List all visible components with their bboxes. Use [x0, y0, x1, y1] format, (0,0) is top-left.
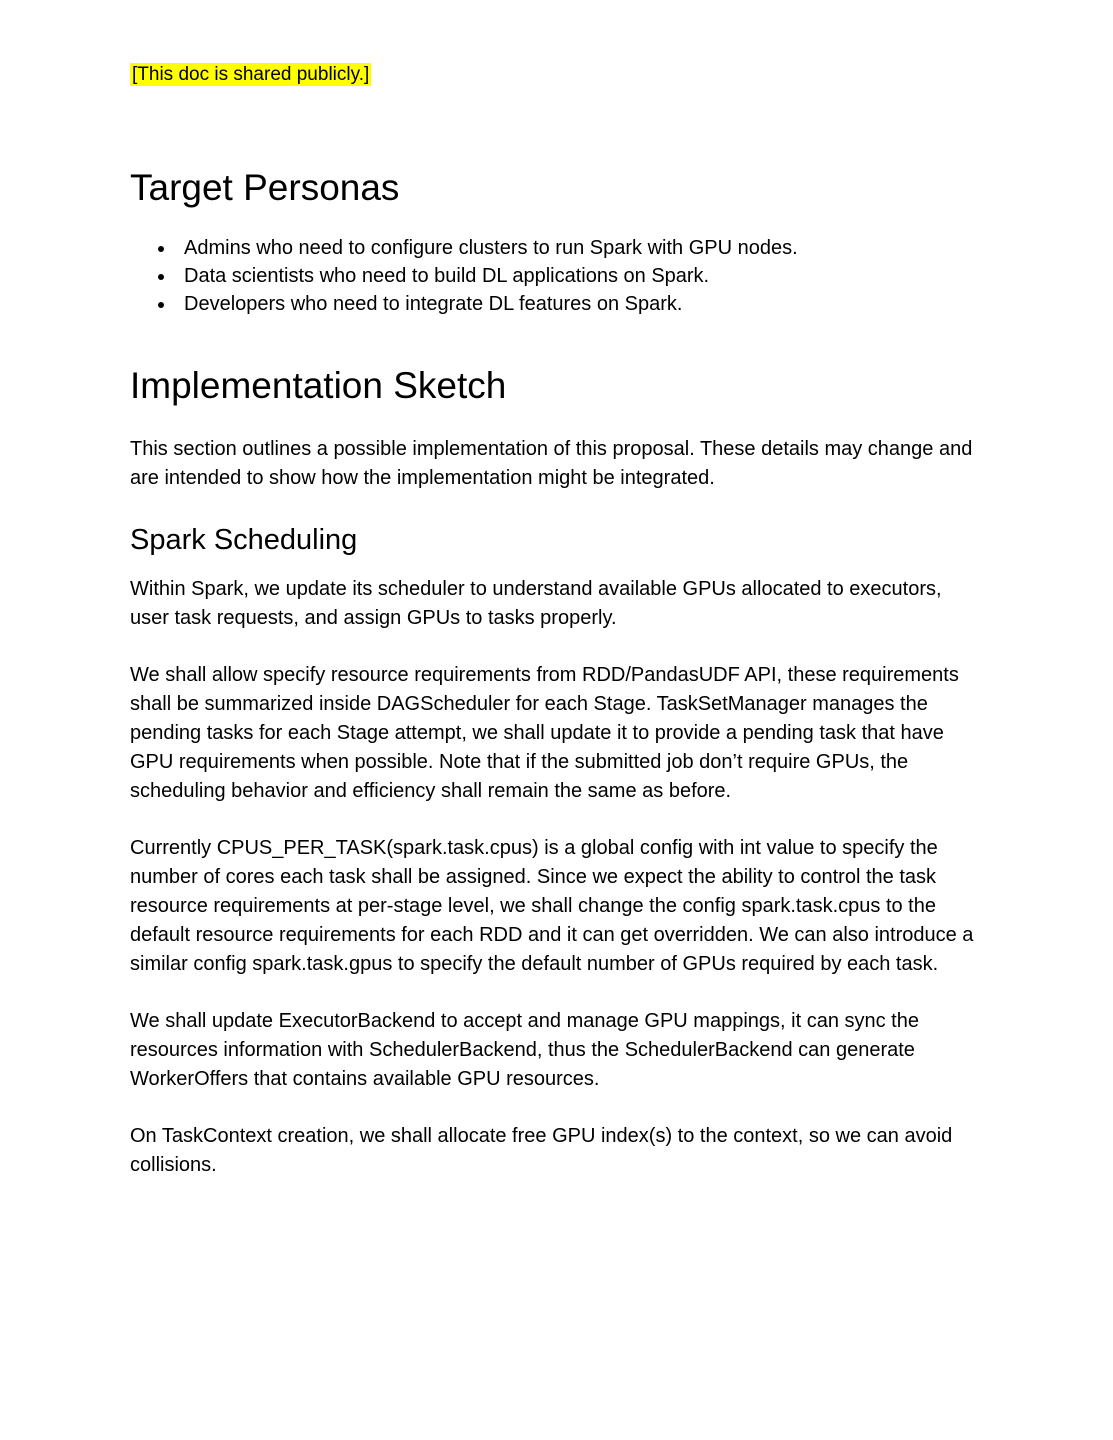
- list-item-data-scientists: • Data scientists who need to build DL applications on Spark.: [176, 262, 983, 290]
- paragraph-scheduler-overview: Within Spark, we update its scheduler to understand available GPUs allocated to executors, user task requests, and assign GPUs to tasks properly.: [130, 577, 942, 629]
- paragraph-taskcontext-creation: On TaskContext creation, we shall allocate free GPU index(s) to the context, so we can avoid collisions.: [130, 1124, 953, 1176]
- list-item-developers: • Developers who need to integrate DL features on Spark.: [176, 290, 983, 318]
- paragraph-implementation-intro: This section outlines a possible implementation of this proposal. These details may change and are intended to show how the implementation might be integrated.: [130, 437, 973, 489]
- list-item-admins: • Admins who need to configure clusters to run Spark with GPU nodes.: [176, 234, 983, 262]
- heading-target-personas: Target Personas: [130, 167, 400, 208]
- public-share-notice-text: [This doc is shared publicly.]: [132, 64, 370, 85]
- heading-spark-scheduling: Spark Scheduling: [130, 523, 358, 556]
- public-share-notice: [130, 62, 983, 88]
- paragraph-cpus-per-task-config: Currently CPUS_PER_TASK(spark.task.cpus) is a global config with int value to specify the number of cores each task shall be assigned. Since we expect the ability to control the task resource requirements at per-stage level, we shall change the config spark.task.cpus to the default resource requirements for each RDD and it can get overridden. We can also introduce a similar config spark.task.gpus to specify the default number of GPUs required by each task.: [130, 836, 974, 975]
- heading-implementation-sketch: Implementation Sketch: [130, 365, 507, 407]
- paragraph-resource-requirements: We shall allow specify resource requirements from RDD/PandasUDF API, these requirements shall be summarized inside DAGScheduler for each Stage. TaskSetManager manages the pending tasks for each Stage attempt, we shall update it to provide a pending task that have GPU requirements when possible. Note that if the submitted job don’t require GPUs, the scheduling behavior and efficiency shall remain the same as before.: [130, 663, 959, 802]
- personas-list: [130, 234, 983, 318]
- paragraph-executor-backend: We shall update ExecutorBackend to accept and manage GPU mappings, it can sync the resources information with SchedulerBackend, thus the SchedulerBackend can generate WorkerOffers that contains available GPU resources.: [130, 1009, 919, 1090]
